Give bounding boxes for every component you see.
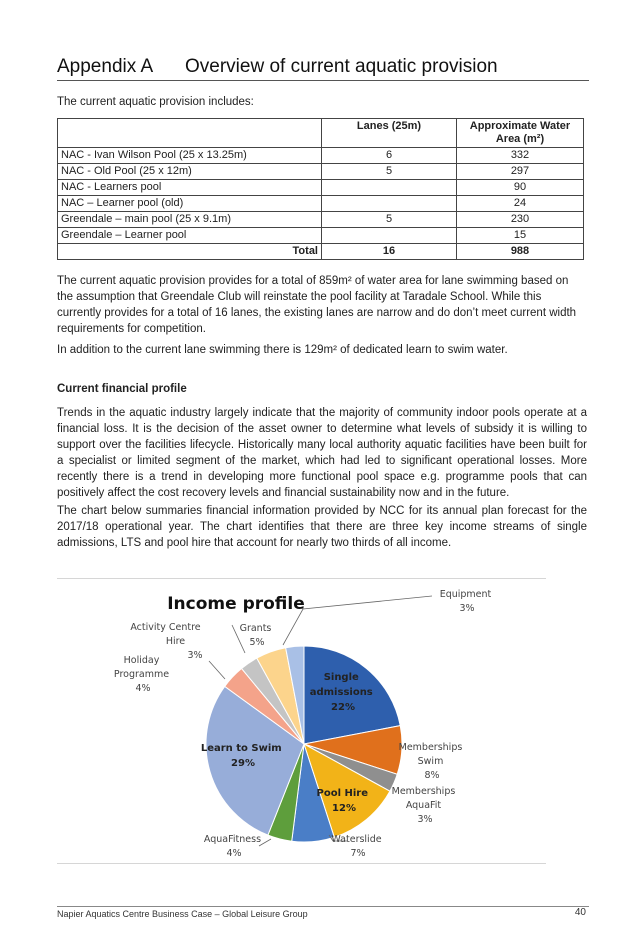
cell-facility: NAC – Learner pool (old)	[58, 196, 322, 212]
header-lanes: Lanes (25m)	[322, 119, 457, 148]
appendix-heading	[57, 56, 589, 81]
label-aquafitness: AquaFitness 4%	[203, 834, 262, 859]
page-number: 40	[574, 907, 586, 918]
cell-lanes: 5	[322, 212, 457, 228]
cell-area: 15	[457, 228, 584, 244]
provision-table	[57, 118, 584, 260]
cell-area: 90	[457, 180, 584, 196]
income-chart	[57, 578, 546, 864]
appendix-title: Overview of current aquatic provision	[185, 56, 498, 77]
cell-area: 24	[457, 196, 584, 212]
leader-equipment	[283, 596, 432, 645]
total-label: Total	[58, 244, 322, 260]
cell-area: 332	[457, 148, 584, 164]
table-row	[58, 212, 584, 228]
footer-divider	[57, 906, 589, 907]
table-row	[58, 196, 584, 212]
table-row	[58, 148, 584, 164]
income-pie-svg	[57, 579, 546, 863]
label-memberships-aquafit: Memberships AquaFit 3%	[391, 786, 456, 825]
label-grants: Grants 5%	[239, 623, 272, 648]
label-waterslide: Waterslide 7%	[331, 834, 382, 859]
label-holiday-programme: Holiday Programme 4%	[113, 655, 170, 694]
label-equipment: Equipment 3%	[439, 589, 492, 614]
cell-facility: NAC - Learners pool	[58, 180, 322, 196]
total-lanes: 16	[322, 244, 457, 260]
cell-facility: Greendale – Learner pool	[58, 228, 322, 244]
cell-lanes	[322, 228, 457, 244]
table-row	[58, 228, 584, 244]
cell-facility: NAC - Old Pool (25 x 12m)	[58, 164, 322, 180]
paragraph-trends: Trends in the aquatic industry largely indicate that the majority of community indoor pools operate at a financial loss. It is the decision of the asset owner to determine what levels of subsidy it is willing to support over the facilities lifecycle. Historically many local authority aquatic facilities have been built for a specialist or limited segment of the market, which had led to significant operational losses. More recently there is a trend in developing more functional pool space e.g. programme pools that can positively affect the cost recovery levels and financial sustainability now and in the future.	[57, 407, 587, 499]
paragraph-lane-area: The current aquatic provision provides for a total of 859m² of water area for lane swimming based on the assumption that Greendale Club will reinstate the pool facility at Taradale School. While this currently provides for a total of 16 lanes, the existing lanes are narrow and do don’t meet current width requirements for competition.	[57, 275, 577, 335]
section-subheading: Current financial profile	[57, 383, 187, 395]
intro-text: The current aquatic provision includes:	[57, 96, 254, 108]
cell-lanes: 6	[322, 148, 457, 164]
chart-title: Income profile	[167, 594, 305, 614]
table-header-row	[58, 119, 584, 148]
label-learn-to-swim: Learn to Swim 29%	[200, 743, 282, 769]
cell-facility: NAC - Ivan Wilson Pool (25 x 13.25m)	[58, 148, 322, 164]
cell-area: 230	[457, 212, 584, 228]
table-total-row	[58, 244, 584, 260]
header-area	[457, 119, 584, 148]
header-facility	[58, 119, 322, 148]
cell-lanes: 5	[322, 164, 457, 180]
leader-holiday	[209, 661, 225, 679]
paragraph-chart-intro: The chart below summaries financial information provided by NCC for its annual plan forecast for the 2017/18 operational year. The chart identifies that there are three key income streams of single admissions, LTS and pool hire that account for nearly two thirds of all income.	[57, 505, 587, 549]
cell-facility: Greendale – main pool (25 x 9.1m)	[58, 212, 322, 228]
total-area: 988	[457, 244, 584, 260]
header-area-text: Approximate Water Area (m²)	[469, 120, 571, 145]
label-pool-hire: Pool Hire 12%	[316, 788, 369, 814]
label-single-admissions: Single admissions 22%	[309, 672, 373, 713]
label-activity-centre: Activity Centre Hire 3%	[130, 622, 203, 661]
cell-lanes	[322, 196, 457, 212]
footer-text: Napier Aquatics Centre Business Case – Global Leisure Group	[57, 909, 308, 919]
appendix-number: Appendix A	[57, 56, 154, 77]
label-memberships-swim: Memberships Swim 8%	[398, 742, 463, 781]
table-row	[58, 164, 584, 180]
paragraph-learn-to-swim: In addition to the current lane swimming there is 129m² of dedicated learn to swim water.	[57, 344, 508, 356]
cell-lanes	[322, 180, 457, 196]
table-row	[58, 180, 584, 196]
cell-area: 297	[457, 164, 584, 180]
